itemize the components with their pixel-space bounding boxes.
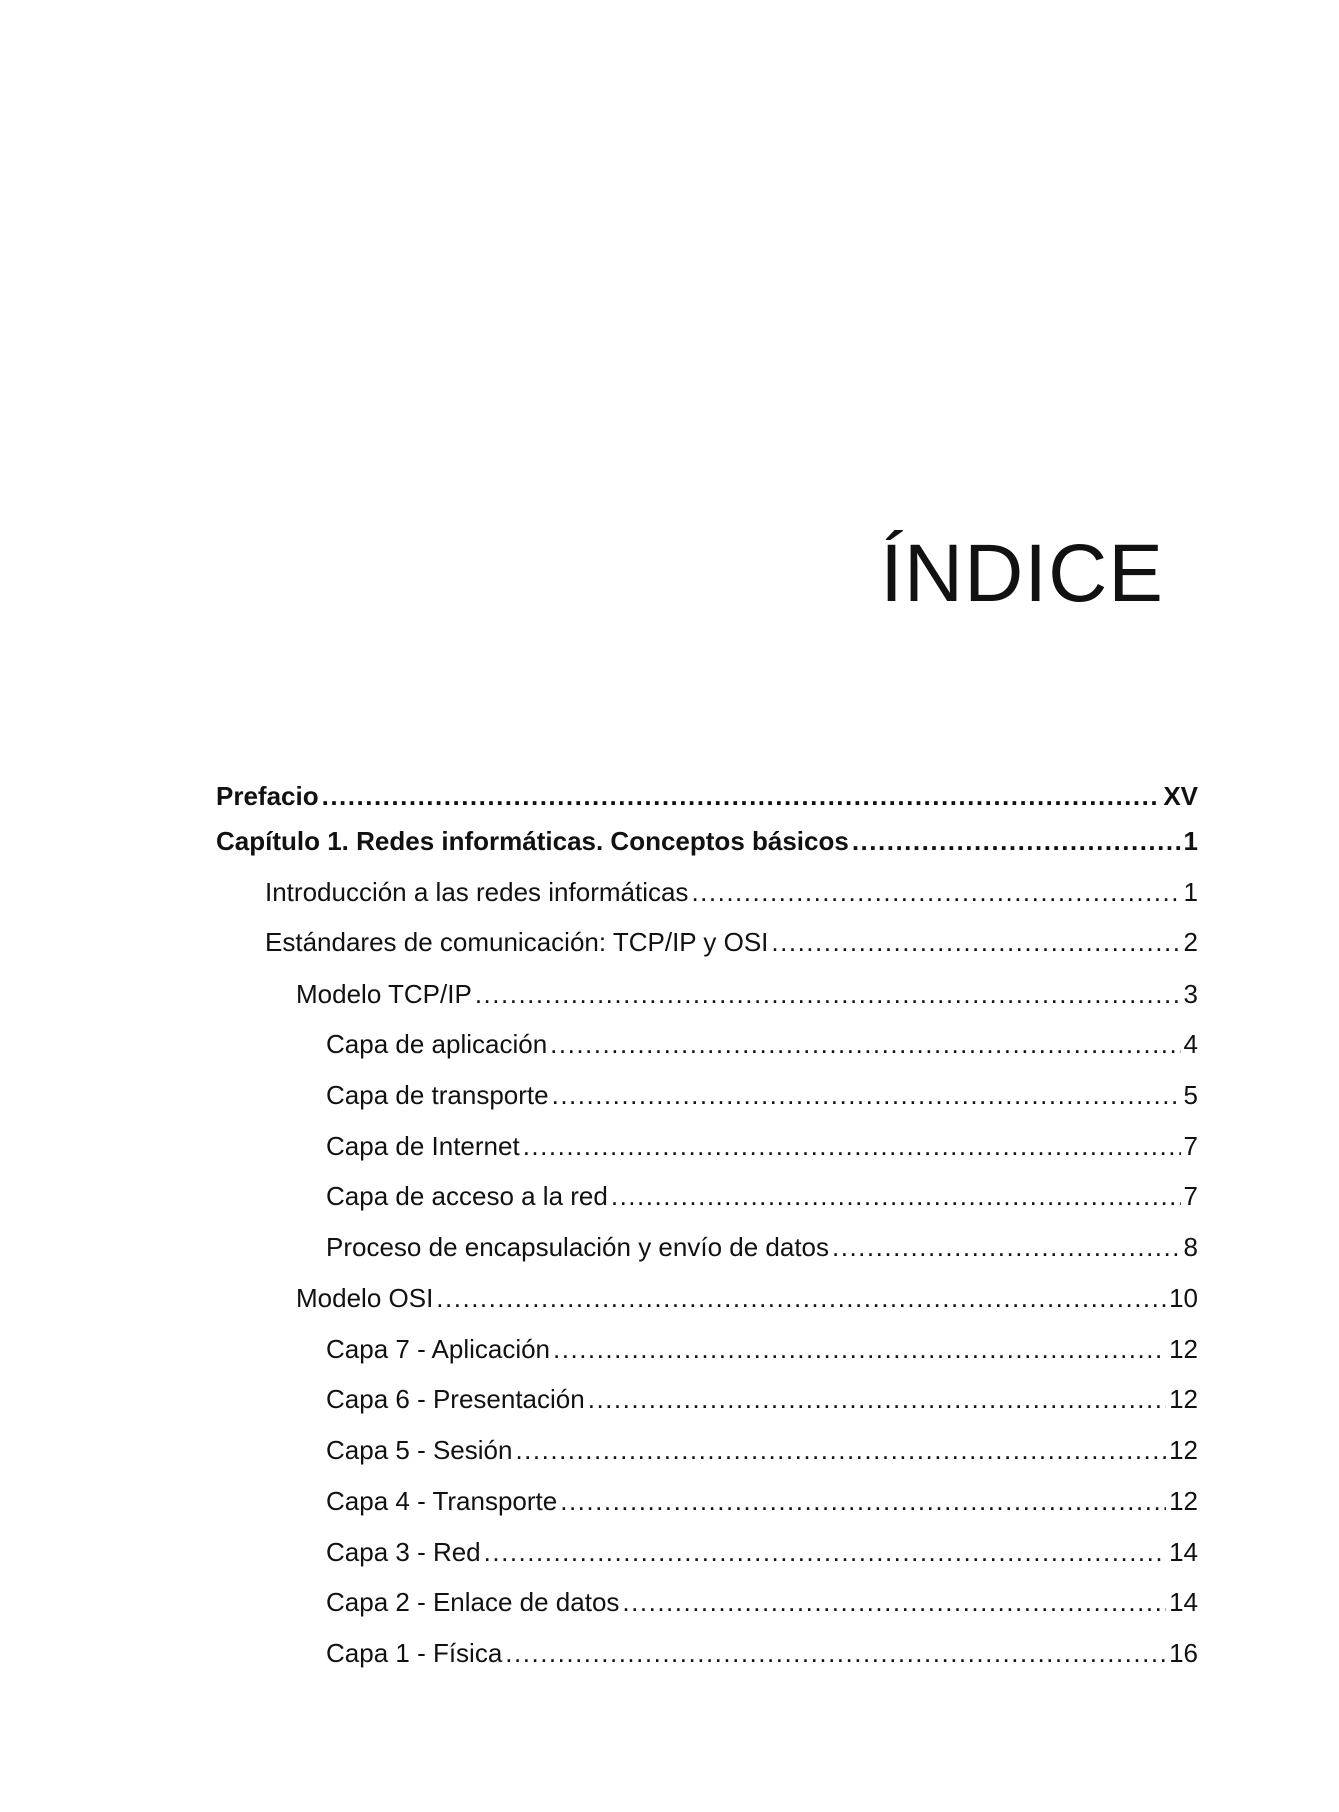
toc-entry-title: Prefacio bbox=[216, 781, 319, 811]
toc-entry[interactable] bbox=[216, 874, 1198, 910]
toc-entry-title: Capa 1 - Física bbox=[326, 1638, 503, 1668]
toc-entry-title: Estándares de comunicación: TCP/IP y OSI bbox=[265, 927, 769, 957]
toc-entry-page: 12 bbox=[1169, 1435, 1198, 1465]
toc-entry-title: Modelo TCP/IP bbox=[296, 979, 472, 1009]
toc-entry[interactable] bbox=[216, 1178, 1198, 1214]
toc-entry-page: 7 bbox=[1183, 1181, 1198, 1211]
toc-dot-leader bbox=[550, 1026, 1180, 1062]
toc-entry[interactable] bbox=[216, 976, 1198, 1012]
toc-entry-title: Modelo OSI bbox=[296, 1283, 434, 1313]
toc-entry-page: 12 bbox=[1169, 1334, 1198, 1364]
toc-dot-leader bbox=[560, 1483, 1166, 1519]
toc-entry[interactable] bbox=[216, 778, 1198, 814]
toc-entry-title: Introducción a las redes informáticas bbox=[265, 877, 689, 907]
toc-entry[interactable] bbox=[216, 1432, 1198, 1468]
toc-dot-leader bbox=[771, 924, 1180, 960]
toc-entry-page: 7 bbox=[1183, 1131, 1198, 1161]
toc-dot-leader bbox=[622, 1584, 1166, 1620]
toc-dot-leader bbox=[611, 1178, 1181, 1214]
toc-dot-leader bbox=[515, 1432, 1166, 1468]
toc-dot-leader bbox=[484, 1534, 1166, 1570]
toc-entry-page: 12 bbox=[1169, 1384, 1198, 1414]
toc-entry-title: Capa 6 - Presentación bbox=[326, 1384, 585, 1414]
toc-dot-leader bbox=[588, 1381, 1166, 1417]
toc-entry-title: Proceso de encapsulación y envío de datos bbox=[326, 1232, 830, 1262]
toc-dot-leader bbox=[523, 1128, 1181, 1164]
toc-entry-title: Capa 3 - Red bbox=[326, 1537, 481, 1567]
toc-dot-leader bbox=[553, 1331, 1166, 1367]
toc-entry-page: 5 bbox=[1183, 1080, 1198, 1110]
page-title: ÍNDICE bbox=[880, 527, 1164, 619]
toc-entry-title: Capa de aplicación bbox=[326, 1029, 548, 1059]
toc-entry[interactable] bbox=[216, 1534, 1198, 1570]
toc-entry-title: Capa de acceso a la red bbox=[326, 1181, 608, 1211]
toc-dot-leader bbox=[475, 976, 1181, 1012]
toc-entry[interactable] bbox=[216, 1381, 1198, 1417]
toc-dot-leader bbox=[852, 823, 1181, 859]
toc-dot-leader bbox=[436, 1280, 1166, 1316]
toc-entry[interactable] bbox=[216, 1280, 1198, 1316]
toc-entry[interactable] bbox=[216, 1635, 1198, 1671]
toc-entry-title: Capa 5 - Sesión bbox=[326, 1435, 513, 1465]
toc-entry[interactable] bbox=[216, 1584, 1198, 1620]
toc-entry[interactable] bbox=[216, 924, 1198, 960]
toc-dot-leader bbox=[832, 1229, 1181, 1265]
toc-entry[interactable] bbox=[216, 1483, 1198, 1519]
toc-entry-page: 16 bbox=[1169, 1638, 1198, 1668]
toc-entry-page: 10 bbox=[1169, 1283, 1198, 1313]
toc-entry-title: Capítulo 1. Redes informáticas. Conceptos básicos bbox=[216, 826, 849, 856]
toc-entry-page: 1 bbox=[1183, 877, 1198, 907]
toc-dot-leader bbox=[505, 1635, 1166, 1671]
toc-dot-leader bbox=[322, 778, 1161, 814]
toc-entry[interactable] bbox=[216, 1331, 1198, 1367]
toc-entry-page: 14 bbox=[1169, 1537, 1198, 1567]
toc-entry-title: Capa 2 - Enlace de datos bbox=[326, 1587, 620, 1617]
toc-dot-leader bbox=[552, 1077, 1181, 1113]
toc-entry[interactable] bbox=[216, 1128, 1198, 1164]
toc-entry-page: 12 bbox=[1169, 1486, 1198, 1516]
toc-entry-title: Capa de transporte bbox=[326, 1080, 549, 1110]
toc-entry-page: 14 bbox=[1169, 1587, 1198, 1617]
toc-entry[interactable] bbox=[216, 823, 1198, 859]
toc-entry[interactable] bbox=[216, 1077, 1198, 1113]
toc-entry-page: 4 bbox=[1183, 1029, 1198, 1059]
toc-entry[interactable] bbox=[216, 1026, 1198, 1062]
toc-entry[interactable] bbox=[216, 1229, 1198, 1265]
toc-entry-title: Capa 7 - Aplicación bbox=[326, 1334, 551, 1364]
toc-entry-title: Capa 4 - Transporte bbox=[326, 1486, 558, 1516]
toc-entry-page: 1 bbox=[1183, 826, 1198, 856]
toc-entry-page: 3 bbox=[1183, 979, 1198, 1009]
toc-entry-page: 2 bbox=[1183, 927, 1198, 957]
toc-entry-title: Capa de Internet bbox=[326, 1131, 520, 1161]
toc-entry-page: 8 bbox=[1183, 1232, 1198, 1262]
toc-dot-leader bbox=[691, 874, 1180, 910]
toc-entry-page: XV bbox=[1163, 781, 1198, 811]
